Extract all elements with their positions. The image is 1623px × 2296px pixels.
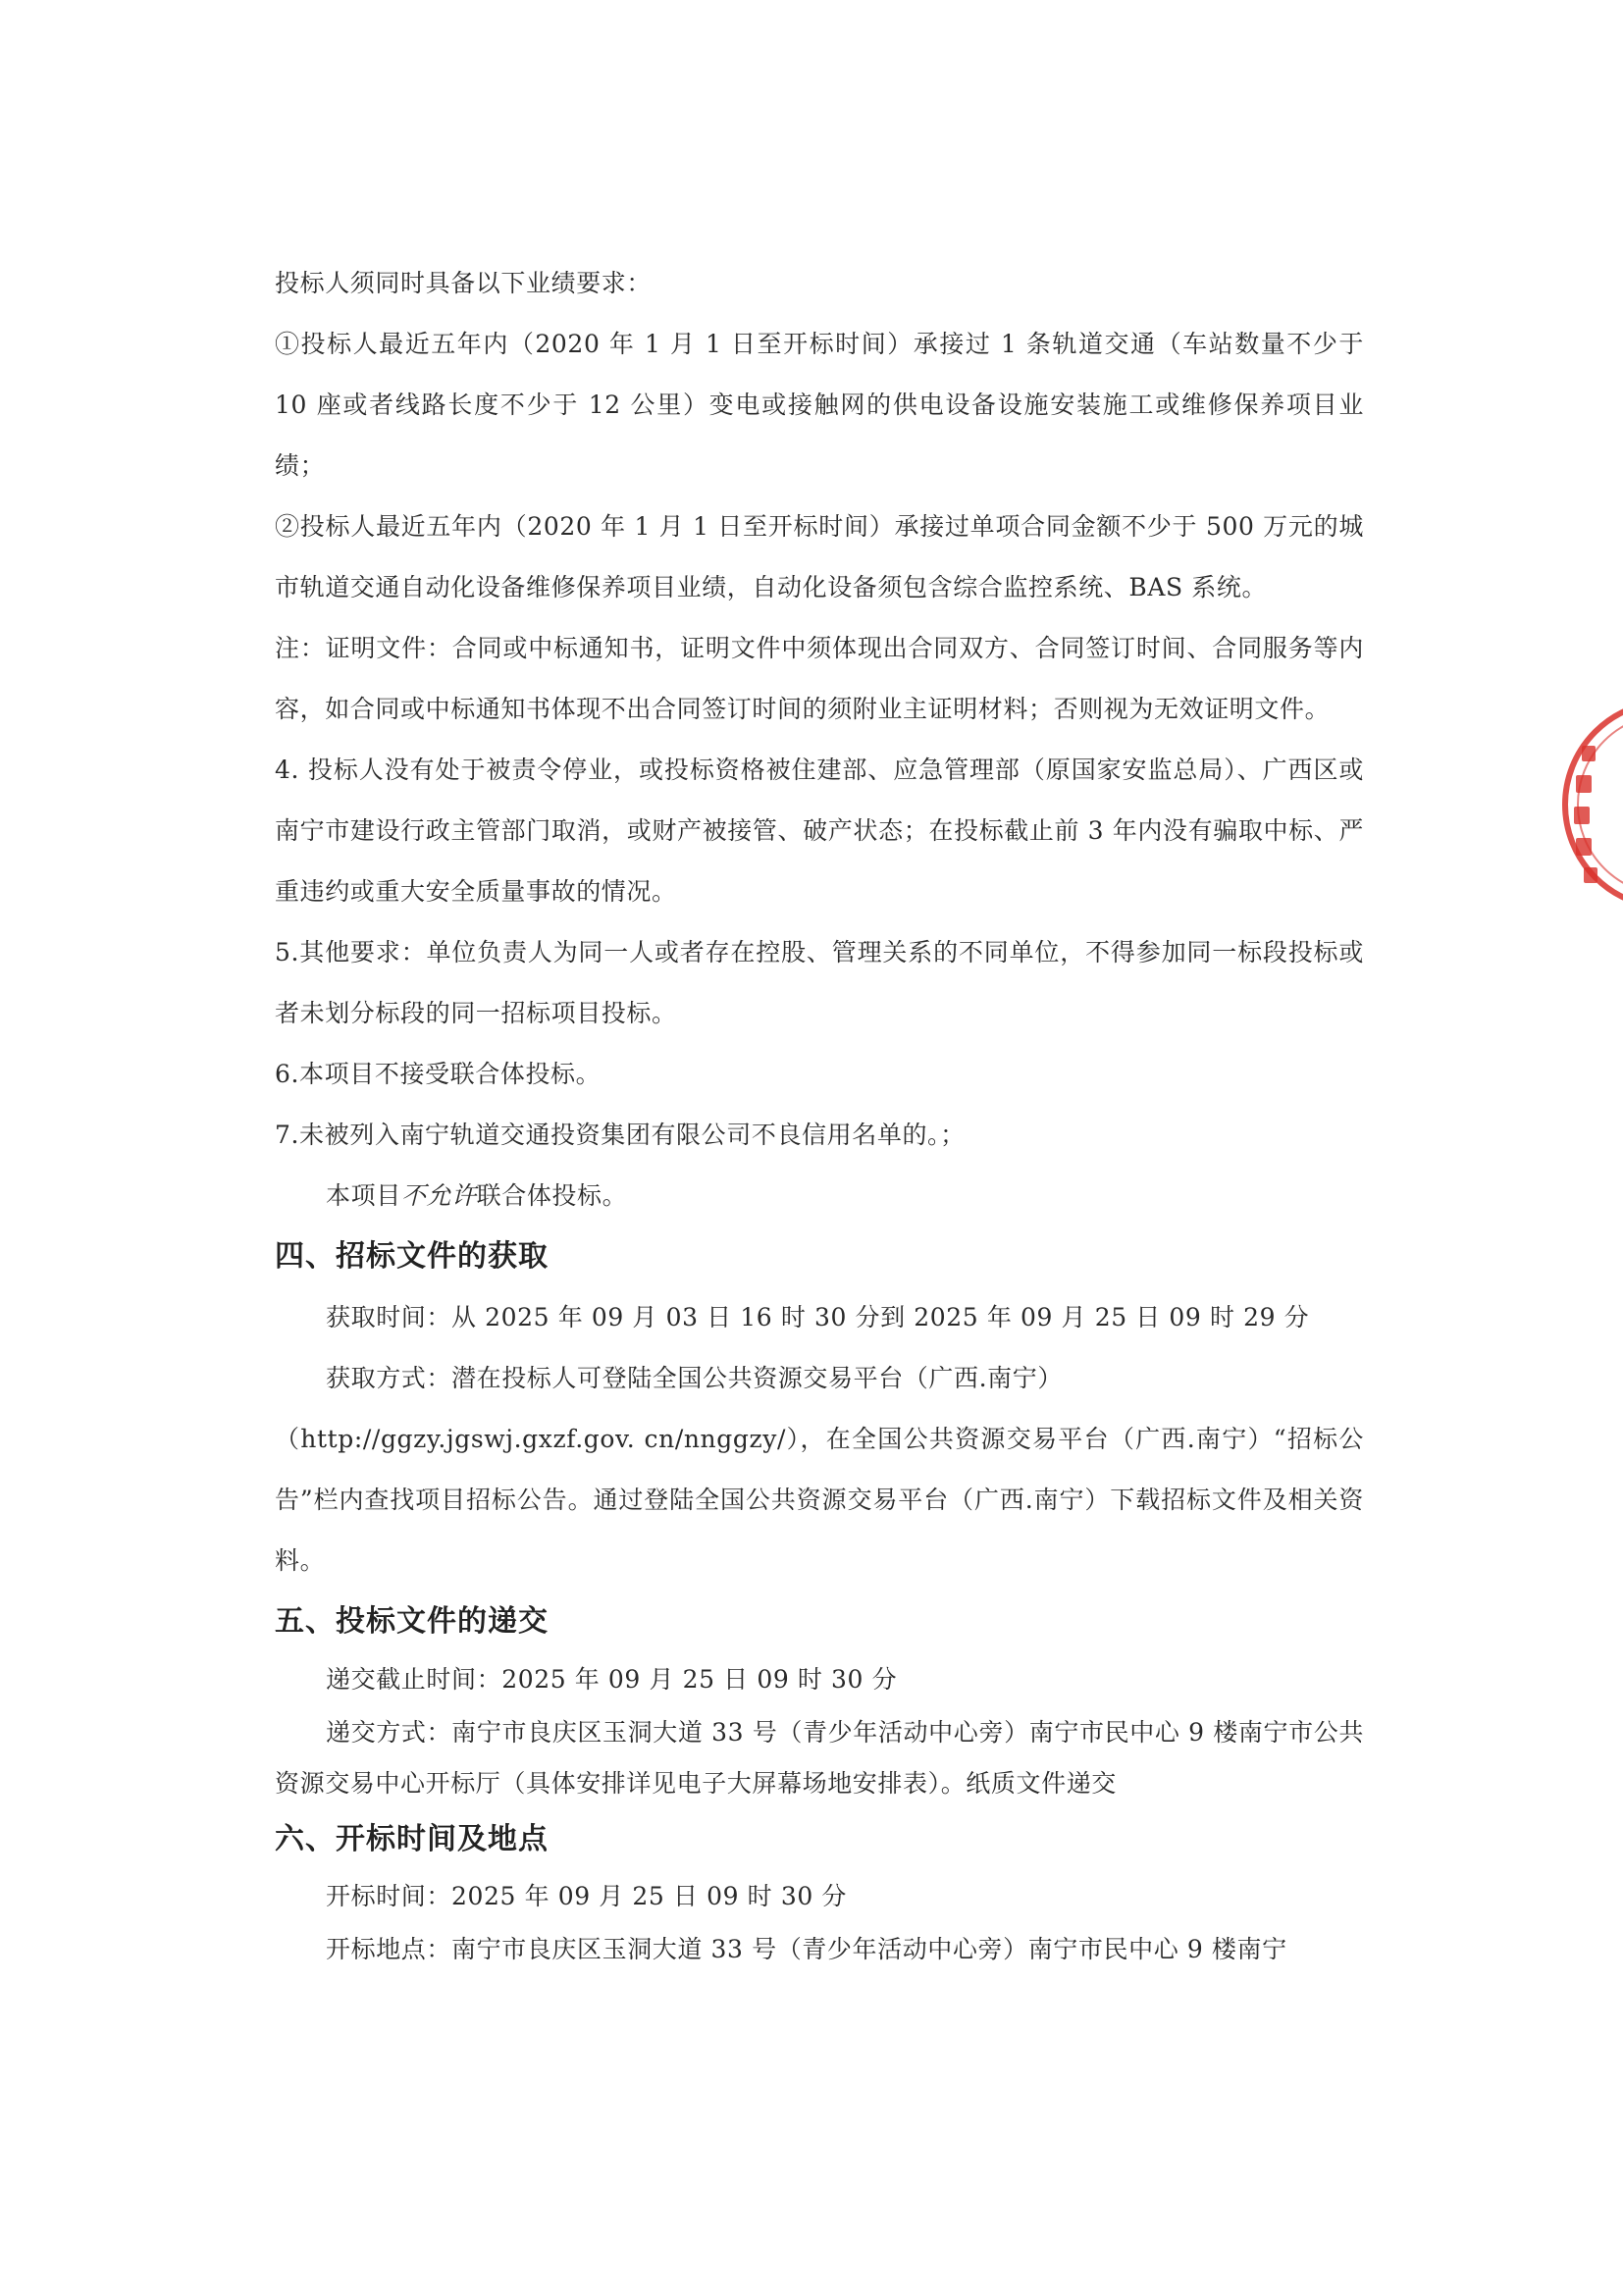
- joint-bid-prefix: 本项目: [326, 1181, 401, 1210]
- document-body: [275, 253, 1364, 1976]
- requirement-item-7: 7.未被列入南宁轨道交通投资集团有限公司不良信用名单的。；: [275, 1121, 966, 1149]
- joint-bid-statement: [275, 1166, 1364, 1226]
- performance-item-2: ②投标人最近五年内（2020 年 1 月 1 日至开标时间）承接过单项合同金额不少于 500 万元的城市轨道交通自动化设备维修保养项目业绩，自动化设备须包含综合监控系统、BAS 系统。: [275, 512, 1364, 601]
- performance-item-1: ①投标人最近五年内（2020 年 1 月 1 日至开标时间）承接过 1 条轨道交通（车站数量不少于 10 座或者线路长度不少于 12 公里）变电或接触网的供电设备设施安装施工或维修保养项目业绩；: [275, 330, 1364, 480]
- section-4-time: 获取时间：从 2025 年 09 月 03 日 16 时 30 分到 2025 年 09 月 25 日 09 时 29 分: [326, 1303, 1310, 1331]
- joint-bid-italic: 不允许: [400, 1181, 477, 1210]
- section-4-heading: 四、招标文件的获取: [275, 1239, 549, 1274]
- performance-note: 注：证明文件：合同或中标通知书，证明文件中须体现出合同双方、合同签订时间、合同服务等内容，如合同或中标通知书体现不出合同签订时间的须附业主证明材料；否则视为无效证明文件。: [275, 634, 1364, 723]
- section-4-method-line1: 获取方式：潜在投标人可登陆全国公共资源交易平台（广西.南宁）: [326, 1364, 1063, 1392]
- section-5-method: 递交方式：南宁市良庆区玉洞大道 33 号（青少年活动中心旁）南宁市民中心 9 楼南宁市公共资源交易中心开标厅（具体安排详见电子大屏幕场地安排表）。纸质文件递交: [275, 1718, 1364, 1798]
- section-6-place: 开标地点：南宁市良庆区玉洞大道 33 号（青少年活动中心旁）南宁市民中心 9 楼南宁: [326, 1935, 1287, 1963]
- performance-intro: 投标人须同时具备以下业绩要求：: [275, 269, 653, 297]
- requirement-item-5: 5.其他要求：单位负责人为同一人或者存在控股、管理关系的不同单位，不得参加同一标段投标或者未划分标段的同一招标项目投标。: [275, 938, 1364, 1027]
- official-seal-stamp: [1560, 677, 1623, 932]
- section-6-heading: 六、开标时间及地点: [275, 1822, 549, 1856]
- section-4-method-line2: （http://ggzy.jgswj.gxzf.gov. cn/nnggzy/），在全国公共资源交易平台（广西.南宁）“招标公告”栏内查找项目招标公告。通过登陆全国公共资源交易平台（广西.南宁）下载招标文件及相关资料。: [275, 1425, 1364, 1575]
- joint-bid-suffix: 联合体投标。: [476, 1181, 628, 1210]
- requirement-item-6: 6.本项目不接受联合体投标。: [275, 1060, 602, 1088]
- requirement-item-4: 4. 投标人没有处于被责令停业，或投标资格被住建部、应急管理部（原国家安监总局）、广西区或南宁市建设行政主管部门取消，或财产被接管、破产状态；在投标截止前 3 年内没有骗取中标、严重违约或重大安全质量事故的情况。: [275, 756, 1364, 906]
- section-5-deadline: 递交截止时间：2025 年 09 月 25 日 09 时 30 分: [326, 1665, 898, 1694]
- section-5-heading: 五、投标文件的递交: [275, 1604, 549, 1639]
- section-6-time: 开标时间：2025 年 09 月 25 日 09 时 30 分: [326, 1882, 847, 1910]
